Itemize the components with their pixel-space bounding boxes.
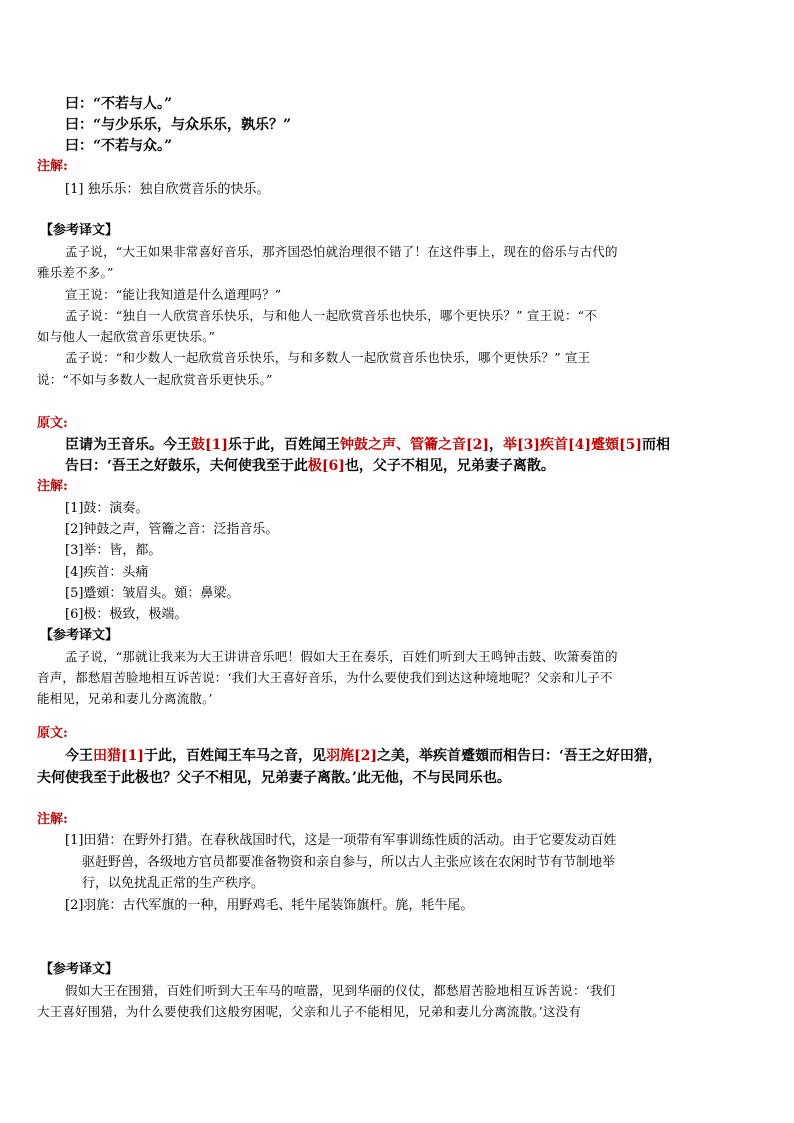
translation-line: 能相见，兄弟和妻儿分离流散。’ [37,691,213,706]
note-item: [2]羽旄：古代军旗的一种，用野鸡毛、牦牛尾装饰旗杆。旄，牦牛尾。 [65,898,474,913]
dialogue-line: 曰：“与少乐乐，与众乐乐，孰乐？” [65,117,292,133]
dialogue-line: 曰：“不若与人。” [65,96,173,112]
note-item-continued: 行，以免扰乱正常的生产秩序。 [82,876,265,891]
translation-line: 孟子说：“独自一人欣赏音乐快乐，与和他人一起欣赏音乐也快乐，哪个更快乐？” 宣王说：“不 [65,308,597,323]
original-text-heading: 原文: [37,416,68,431]
translation-line: 如与他人一起欣赏音乐更快乐。” [37,329,216,344]
note-item: [1]鼓：演奏。 [65,501,149,516]
original-text-heading: 原文: [37,726,68,741]
translation-line: 雅乐差不多。” [37,265,114,280]
translation-line: 孟子说，“大王如果非常喜好音乐，那齐国恐怕就治理很不错了！在这件事上，现在的俗乐与古代的 [65,244,618,259]
translation-line: 音声，都愁眉苦脸地相互诉苦说：‘我们大王喜好音乐，为什么要使我们到达这种境地呢？父亲和儿子不 [37,670,613,685]
original-text-line: 告曰：‘吾王之好鼓乐，夫何使我至于此极[6]也，父子不相见，兄弟妻子离散。 [65,458,555,474]
translation-heading: 【参考译文】 [40,223,119,238]
note-item: [2]钟鼓之声，管籥之音：泛指音乐。 [65,522,279,537]
dialogue-line: 曰：“不若与众。” [65,138,173,154]
note-item: [1] 独乐乐：独自欣赏音乐的快乐。 [65,182,270,197]
notes-heading: 注解: [37,159,68,174]
translation-line: 孟子说：“和少数人一起欣赏音乐快乐，与和多数人一起欣赏音乐也快乐，哪个更快乐？” 宣王 [65,350,591,365]
notes-heading: 注解: [37,479,68,494]
note-item: [5]蹙頞：皱眉头。頞：鼻梁。 [65,586,240,601]
translation-line: 宣王说：“能让我知道是什么道理吗？” [65,287,282,302]
translation-heading: 【参考译文】 [40,962,119,977]
note-item: [4]疾首：头痛 [65,565,149,580]
translation-line: 假如大王在围猎，百姓们听到大王车马的喧嚣，见到华丽的仪仗，都愁眉苦脸地相互诉苦说：‘我们 [65,983,616,998]
original-text-line: 夫何使我至于此极也？父子不相见，兄弟妻子离散。’此无他，不与民同乐也。 [37,770,511,786]
note-item: [3]举：皆，都。 [65,543,162,558]
note-item: [1]田猎：在野外打猎。在春秋战国时代，这是一项带有军事训练性质的活动。由于它要发动百姓 [65,833,617,848]
note-item: [6]极：极致，极端。 [65,607,188,622]
notes-heading: 注解: [37,812,68,827]
original-text-line: 今王田猎[1]于此，百姓闻王车马之音，见羽旄[2]之美，举疾首蹙頞而相告曰：‘吾王之好田猎， [65,748,662,764]
original-text-line: 臣请为王音乐。今王鼓[1]乐于此，百姓闻王钟鼓之声、管籥之音[2]，举[3]疾首[4]蹙頞[5]而相 [65,437,670,453]
translation-line: 孟子说，“那就让我来为大王讲讲音乐吧！假如大王在奏乐，百姓们听到大王鸣钟击鼓、吹箫奏笛的 [65,649,618,664]
translation-line: 说：“不如与多数人一起欣赏音乐更快乐。” [37,372,273,387]
translation-line: 大王喜好围猎，为什么要使我们这般穷困呢，父亲和儿子不能相见，兄弟和妻儿分离流散。’这没有 [37,1004,582,1019]
translation-heading: 【参考译文】 [40,628,119,643]
note-item-continued: 驱赶野兽，各级地方官员都要准备物资和亲自参与，所以古人主张应该在农闲时节有节制地举 [82,855,616,870]
